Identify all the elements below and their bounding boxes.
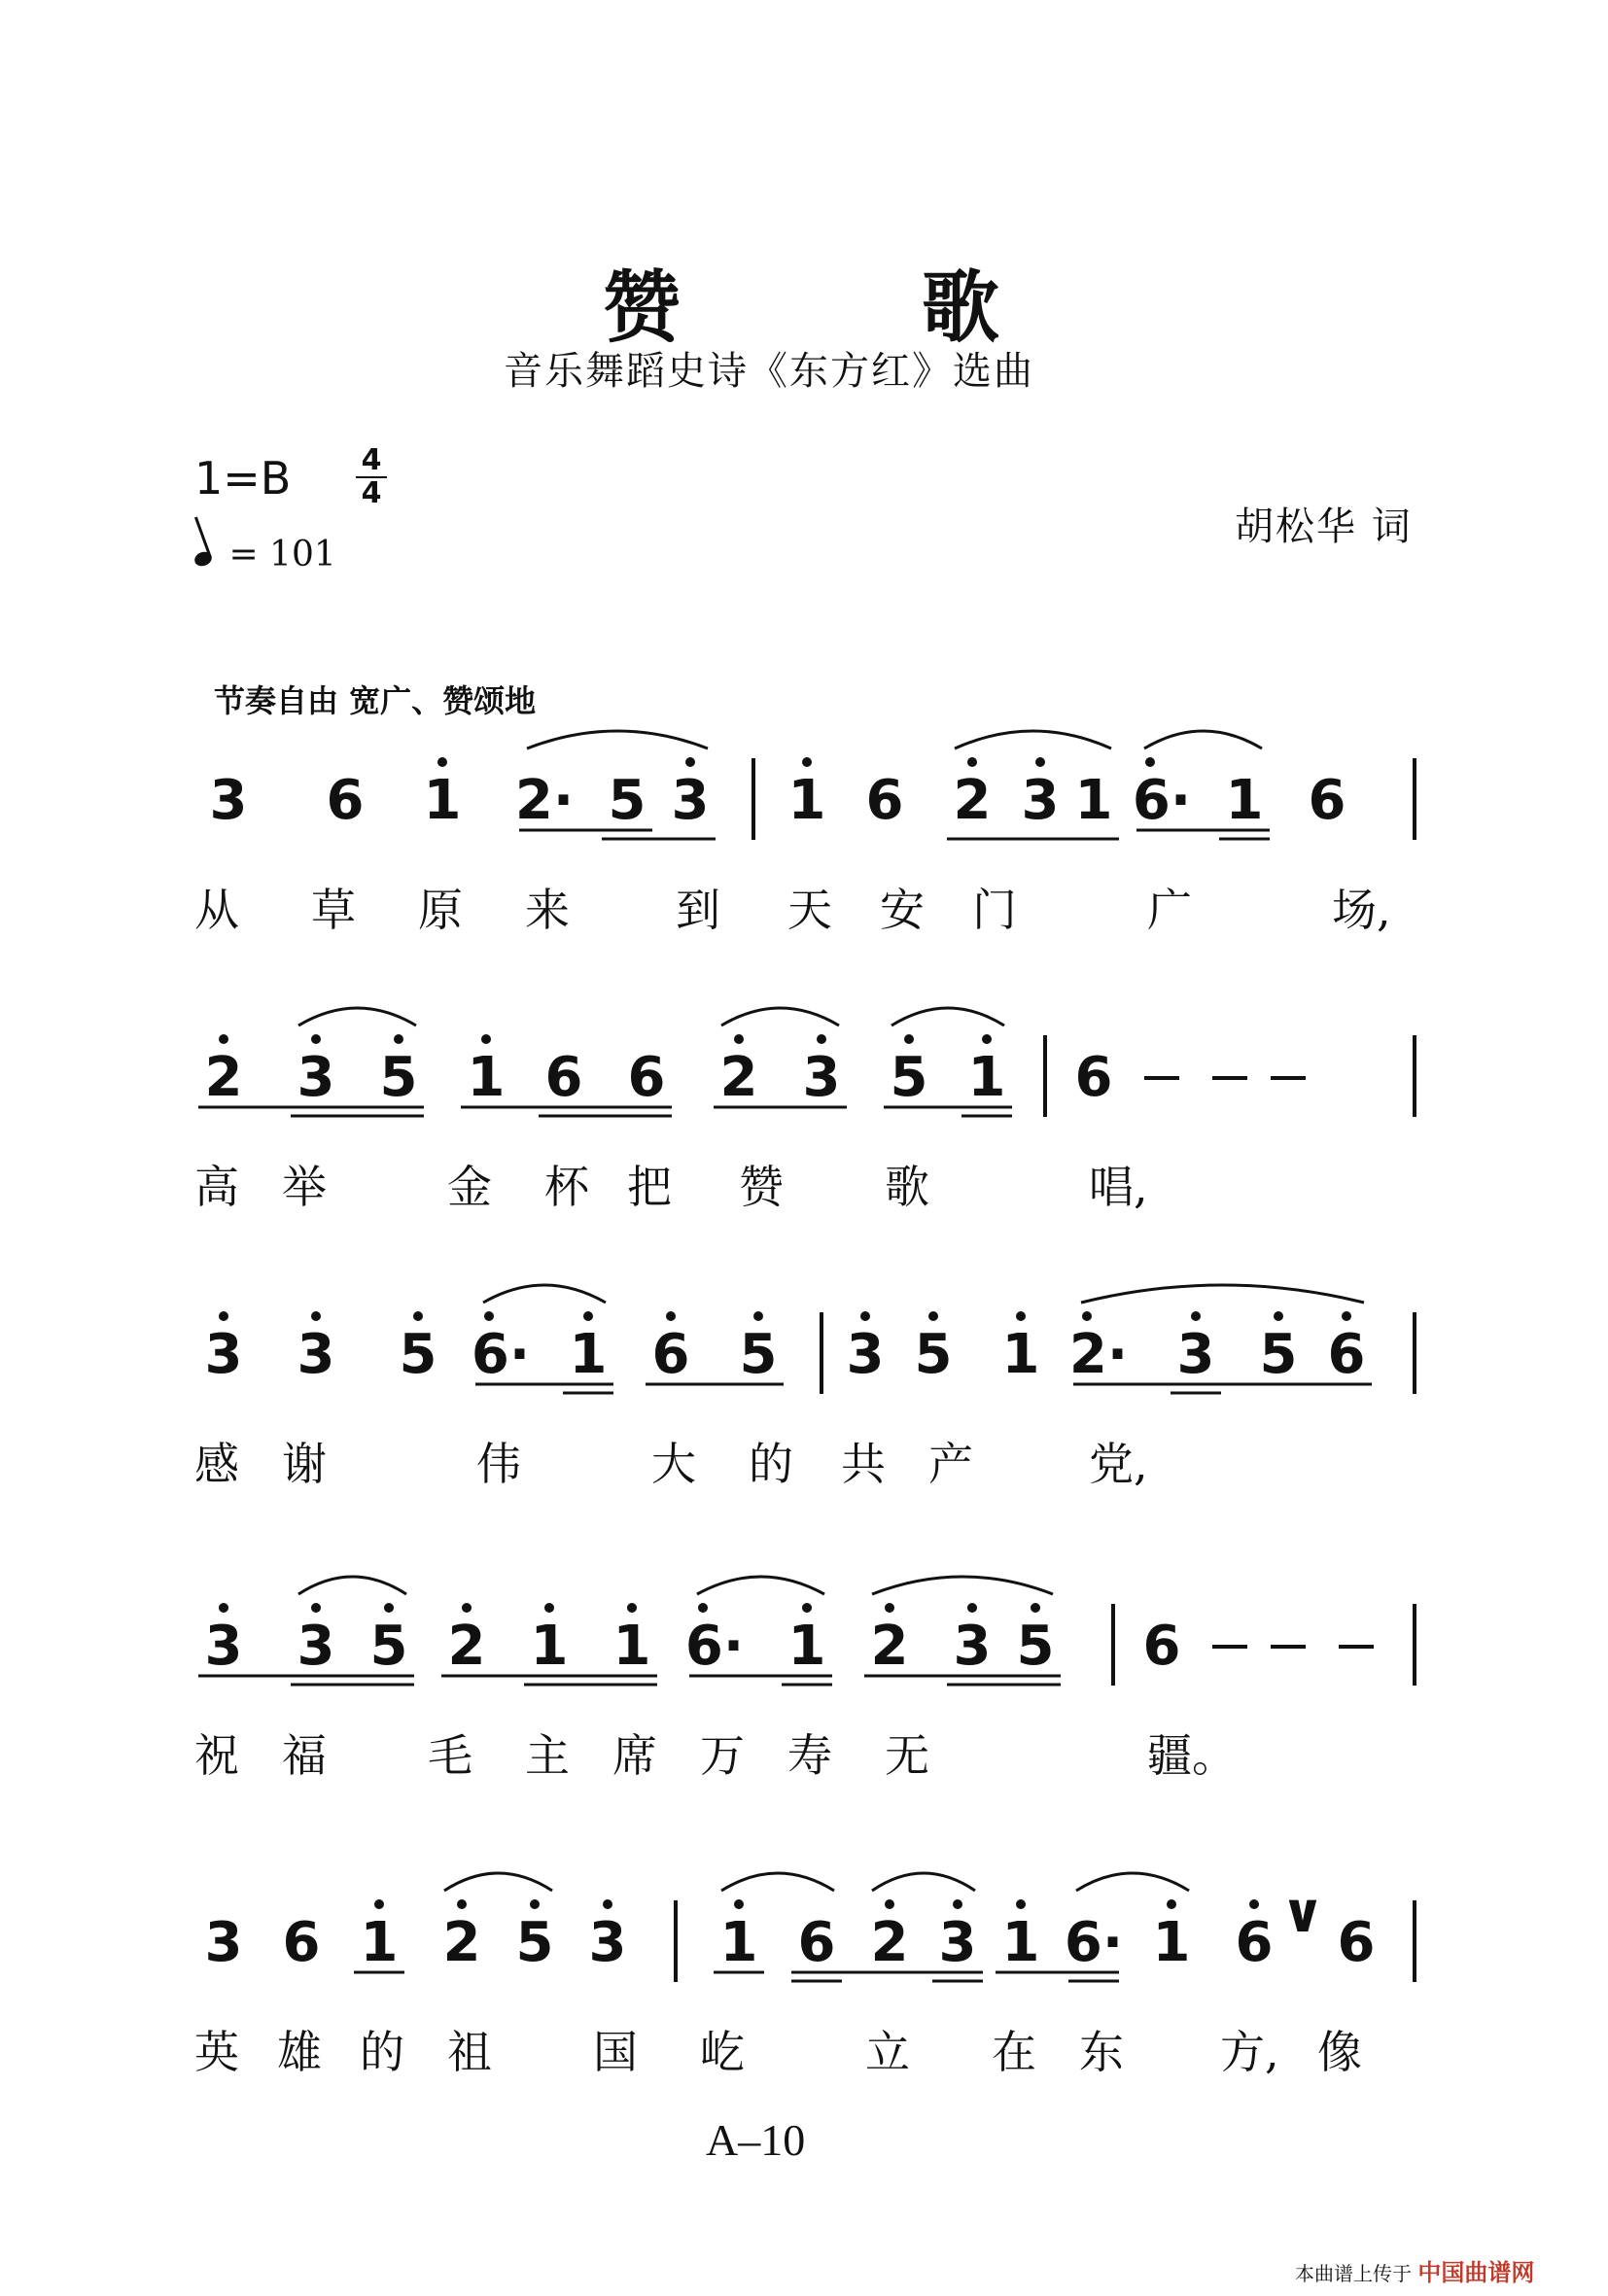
note-number: 1 <box>787 1615 826 1678</box>
note-number: 1 <box>612 1615 651 1678</box>
note-number: 5 <box>608 769 647 832</box>
lyric-syllable: 雄 <box>277 2026 322 2078</box>
octave-dot <box>219 1034 228 1044</box>
lyric-syllable: 毛 <box>428 1729 472 1782</box>
octave-dot <box>734 1034 744 1044</box>
subtitle: 音乐舞蹈史诗《东方红》选曲 <box>504 349 1034 394</box>
note-number: 5 <box>379 1046 418 1109</box>
note-number: 6· <box>1064 1911 1124 1974</box>
note-number: 1 <box>467 1046 506 1109</box>
note-number: 2 <box>204 1046 243 1109</box>
octave-dot <box>1167 1899 1176 1909</box>
octave-dot <box>457 1899 467 1909</box>
note-number: 5 <box>739 1323 778 1386</box>
note-number: 6 <box>1142 1615 1181 1678</box>
lyric-syllable: 安 <box>880 884 925 936</box>
octave-dot <box>311 1034 321 1044</box>
note-number: 3 <box>204 1911 243 1974</box>
slur <box>444 1873 552 1891</box>
octave-dot <box>685 757 695 767</box>
octave-dot <box>1016 1899 1026 1909</box>
octave-dot <box>1249 1899 1259 1909</box>
octave-dot <box>967 757 977 767</box>
lyric-syllable: 无 <box>885 1729 929 1782</box>
note-number: 1 <box>1001 1911 1040 1974</box>
octave-dot <box>437 757 447 767</box>
time-signature-top: 4 <box>361 443 382 477</box>
octave-dot <box>627 1603 637 1613</box>
note-number: 6 <box>1074 1046 1113 1109</box>
note-number: 5 <box>399 1323 437 1386</box>
time-signature-bottom: 4 <box>361 476 382 510</box>
note-number: 3 <box>204 1615 243 1678</box>
octave-dot <box>481 1034 491 1044</box>
lyric-syllable: 的 <box>749 1438 793 1490</box>
octave-dot <box>885 1899 894 1909</box>
lyric-syllable: 屹 <box>700 2026 745 2078</box>
breath-mark: ∨ <box>1280 1882 1325 1945</box>
slur <box>298 1008 416 1026</box>
lyric-syllable: 举 <box>282 1161 327 1213</box>
note-number: 2 <box>870 1911 909 1974</box>
lyric-syllable: 到 <box>676 884 720 936</box>
octave-dot <box>982 1034 992 1044</box>
octave-dot <box>384 1603 394 1613</box>
lyric-syllable: 祖 <box>447 2026 492 2078</box>
octave-dot <box>953 1899 962 1909</box>
octave-dot <box>1145 757 1155 767</box>
slur <box>1144 731 1262 748</box>
octave-dot <box>802 757 812 767</box>
slur <box>721 1873 834 1891</box>
slur <box>721 1008 839 1026</box>
note-number: 6· <box>471 1323 531 1386</box>
note-number: 3 <box>204 1323 243 1386</box>
note-number: 2 <box>953 769 992 832</box>
lyric-syllable: 的 <box>360 2026 404 2078</box>
octave-dot <box>1274 1311 1283 1321</box>
note-number: 6 <box>1308 769 1346 832</box>
lyric-syllable: 场, <box>1332 884 1391 936</box>
octave-dot <box>1035 757 1045 767</box>
note-number: 1 <box>360 1911 399 1974</box>
note-number: 6 <box>1235 1911 1274 1974</box>
note-number: 6 <box>544 1046 583 1109</box>
note-number: 1 <box>967 1046 1006 1109</box>
lyricist-credit: 胡松华 词 <box>1235 504 1413 549</box>
site-logo-text: 中国曲谱网 <box>1417 2259 1535 2286</box>
octave-dot <box>885 1603 894 1613</box>
note-number: 2· <box>514 769 575 832</box>
octave-dot <box>374 1899 384 1909</box>
slur <box>697 1577 824 1594</box>
lyric-syllable: 产 <box>928 1438 973 1490</box>
octave-dot <box>311 1603 321 1613</box>
octave-dot <box>394 1034 403 1044</box>
lyric-syllable: 大 <box>651 1438 696 1490</box>
lyric-syllable: 来 <box>525 884 570 936</box>
note-number: 6 <box>797 1911 836 1974</box>
note-number: 3 <box>802 1046 841 1109</box>
lyric-syllable: 党, <box>1089 1438 1148 1490</box>
octave-dot <box>484 1311 494 1321</box>
note-number: 1 <box>569 1323 608 1386</box>
lyric-syllable: 国 <box>593 2026 638 2078</box>
octave-dot <box>219 1311 228 1321</box>
note-number: 3 <box>209 769 248 832</box>
lyric-syllable: 万 <box>700 1729 745 1782</box>
lyric-syllable: 主 <box>525 1729 570 1782</box>
note-number: 2 <box>719 1046 758 1109</box>
slur <box>891 1008 1004 1026</box>
lyric-syllable: 感 <box>194 1438 239 1490</box>
note-number: 1 <box>1152 1911 1191 1974</box>
note-number: 1 <box>787 769 826 832</box>
octave-dot <box>904 1034 914 1044</box>
lyric-syllable: 立 <box>865 2026 910 2078</box>
note-number: 1 <box>423 769 462 832</box>
lyric-syllable: 共 <box>841 1438 886 1490</box>
lyric-syllable: 把 <box>627 1161 672 1213</box>
note-number: 5 <box>1016 1615 1055 1678</box>
footer-text: 本曲谱上传于 <box>1295 2262 1412 2285</box>
note-number: 6 <box>1337 1911 1376 1974</box>
note-number: 6 <box>651 1323 690 1386</box>
lyric-syllable: 唱, <box>1089 1161 1148 1213</box>
note-number: 3 <box>588 1911 627 1974</box>
lyric-syllable: 疆。 <box>1147 1729 1237 1782</box>
note-number: 3 <box>846 1323 885 1386</box>
octave-dot <box>603 1899 612 1909</box>
lyric-syllable: 祝 <box>194 1729 239 1782</box>
lyric-syllable: 原 <box>418 884 463 936</box>
octave-dot <box>530 1899 540 1909</box>
note-number: 6 <box>282 1911 321 1974</box>
lyric-syllable: 谢 <box>282 1438 327 1490</box>
lyric-syllable: 广 <box>1147 884 1192 936</box>
note-number: 2 <box>442 1911 481 1974</box>
octave-dot <box>802 1603 812 1613</box>
octave-dot <box>860 1311 870 1321</box>
tempo-value: = 101 <box>228 535 336 574</box>
note-number: 6· <box>1132 769 1192 832</box>
note-number: 6· <box>684 1615 745 1678</box>
lyric-syllable: 像 <box>1317 2026 1362 2078</box>
note-number: 5 <box>369 1615 408 1678</box>
slur <box>1081 1285 1364 1303</box>
lyric-syllable: 席 <box>612 1729 657 1782</box>
octave-dot <box>967 1603 977 1613</box>
octave-dot <box>928 1311 938 1321</box>
slur <box>955 731 1111 748</box>
footer <box>1295 2253 1534 2287</box>
note-number: 3 <box>938 1911 977 1974</box>
page-number: A–10 <box>706 2115 806 2165</box>
note-number: 6 <box>1327 1323 1366 1386</box>
lyric-syllable: 福 <box>282 1729 327 1782</box>
lyric-syllable: 英 <box>194 2026 239 2078</box>
octave-dot <box>311 1311 321 1321</box>
lyric-syllable: 杯 <box>544 1161 589 1213</box>
slur <box>872 1577 1053 1594</box>
octave-dot <box>462 1603 472 1613</box>
slur <box>872 1873 975 1891</box>
octave-dot <box>666 1311 676 1321</box>
octave-dot <box>698 1603 708 1613</box>
note-number: 3 <box>297 1615 335 1678</box>
slur <box>527 731 708 748</box>
octave-dot <box>753 1311 763 1321</box>
key-signature: 1=B <box>194 452 292 504</box>
octave-dot <box>1342 1311 1351 1321</box>
note-number: 5 <box>914 1323 953 1386</box>
note-number: 6 <box>326 769 365 832</box>
note-number: 3 <box>1021 769 1060 832</box>
octave-dot <box>1191 1311 1201 1321</box>
lyric-syllable: 方, <box>1220 2026 1279 2078</box>
note-number: 1 <box>1001 1323 1040 1386</box>
lyric-syllable: 歌 <box>885 1161 929 1213</box>
slur <box>1076 1873 1189 1891</box>
note-number: 3 <box>953 1615 992 1678</box>
note-number: 2 <box>447 1615 486 1678</box>
page-title: 赞 歌 <box>603 262 1106 353</box>
note-number: 3 <box>671 769 710 832</box>
octave-dot <box>817 1034 826 1044</box>
note-number: 3 <box>297 1046 335 1109</box>
lyric-syllable: 寿 <box>787 1729 832 1782</box>
note-number: 2· <box>1068 1323 1129 1386</box>
slur <box>483 1285 606 1303</box>
note-number: 3 <box>1176 1323 1215 1386</box>
octave-dot <box>1031 1603 1040 1613</box>
octave-dot <box>734 1899 744 1909</box>
note-number: 5 <box>1259 1323 1298 1386</box>
octave-dot <box>1082 1311 1092 1321</box>
lyric-syllable: 伟 <box>476 1438 521 1490</box>
note-number: 5 <box>890 1046 928 1109</box>
lyric-syllable: 门 <box>972 884 1017 936</box>
lyric-syllable: 在 <box>992 2026 1036 2078</box>
octave-dot <box>1016 1311 1026 1321</box>
lyric-syllable: 高 <box>194 1161 239 1213</box>
octave-dot <box>583 1311 593 1321</box>
note-number: 1 <box>1074 769 1113 832</box>
lyric-syllable: 草 <box>311 884 356 936</box>
octave-dot <box>413 1311 423 1321</box>
note-number: 5 <box>515 1911 554 1974</box>
lyric-syllable: 金 <box>447 1161 492 1213</box>
note-number: 6 <box>627 1046 666 1109</box>
note-number: 1 <box>1225 769 1264 832</box>
note-number: 2 <box>870 1615 909 1678</box>
slur <box>298 1577 406 1594</box>
expression-marking: 节奏自由 宽广、赞颂地 <box>214 682 537 719</box>
note-number: 1 <box>719 1911 758 1974</box>
octave-dot <box>544 1603 554 1613</box>
lyric-syllable: 赞 <box>739 1161 784 1213</box>
lyric-syllable: 天 <box>787 884 832 936</box>
octave-dot <box>219 1603 228 1613</box>
lyric-syllable: 从 <box>194 884 239 936</box>
note-number: 6 <box>865 769 904 832</box>
note-number: 3 <box>297 1323 335 1386</box>
note-number: 1 <box>530 1615 569 1678</box>
lyric-syllable: 东 <box>1079 2026 1124 2078</box>
